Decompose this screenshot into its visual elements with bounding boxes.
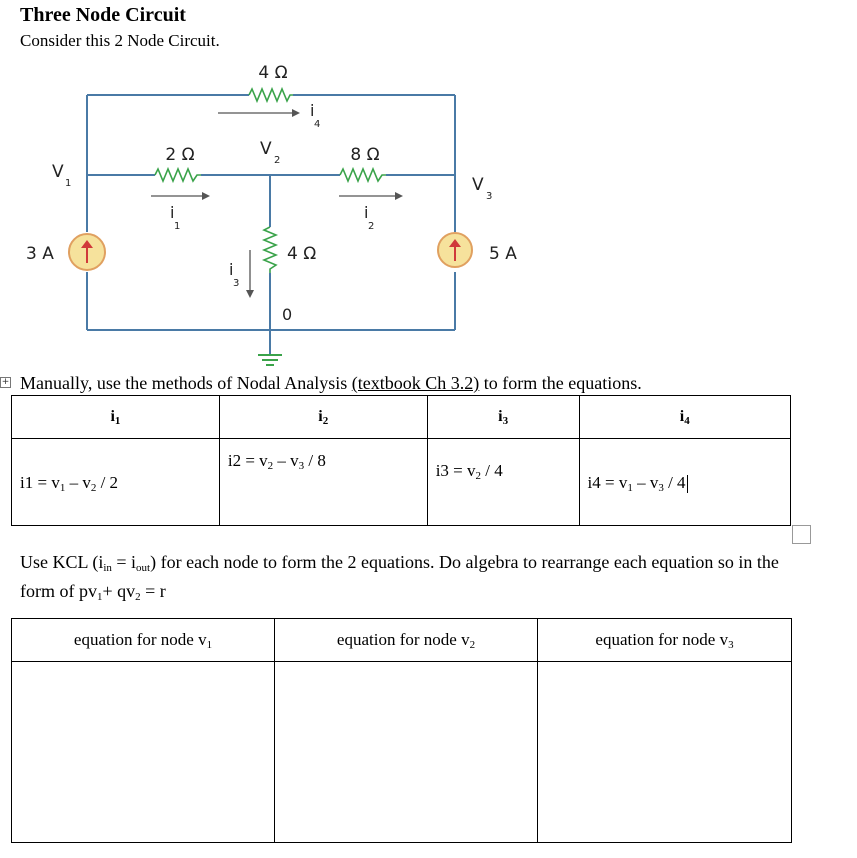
cell-i1[interactable]: $i1 = v_1 - v_2 / 2$ xyxy=(12,439,220,526)
source-right-label: 5 A xyxy=(489,244,517,264)
equation-cell-v1[interactable] xyxy=(12,662,275,843)
source-left-label: 3 A xyxy=(26,244,54,264)
ground-icon xyxy=(258,355,282,365)
equation-cell-v2[interactable] xyxy=(275,662,538,843)
equation-cell-v3[interactable] xyxy=(538,662,792,843)
ground-node-label: 0 xyxy=(282,305,293,324)
resistor-left-label: 2 Ω xyxy=(165,145,195,165)
current-source-left xyxy=(69,234,105,270)
current-i3-label: i xyxy=(229,260,234,279)
currents-header-row xyxy=(12,396,791,439)
current-i4-sub: 4 xyxy=(314,119,321,130)
currents-values-row xyxy=(12,439,791,526)
header-i1: $i_1$ xyxy=(12,396,220,439)
resistor-middle-label: 4 Ω xyxy=(287,244,317,264)
equations-header-row xyxy=(12,619,792,662)
text-cursor xyxy=(687,475,688,493)
current-i1-label: i xyxy=(170,203,175,222)
resistor-right xyxy=(340,169,386,181)
arrow-i3-icon xyxy=(246,250,254,298)
current-i3-sub: 3 xyxy=(233,278,240,289)
node-v3-label: V xyxy=(472,175,484,195)
header-node-v1: equation for node $v_1$ xyxy=(12,619,275,662)
table-resize-handle[interactable] xyxy=(792,525,811,544)
resistor-middle xyxy=(264,227,276,273)
current-source-right xyxy=(438,233,472,267)
arrow-i2-icon xyxy=(339,192,403,200)
node-v1-sub: 1 xyxy=(65,178,72,189)
header-node-v2: equation for node $v_2$ xyxy=(275,619,538,662)
resistor-top-label: 4 Ω xyxy=(258,63,288,83)
instructions-text: Manually, use the methods of Nodal Analysis (textbook Ch 3.2) to form the equations. xyxy=(20,373,642,393)
header-i2: $i_2$ xyxy=(219,396,427,439)
resistor-left xyxy=(155,169,201,181)
equations-input-row xyxy=(12,662,792,843)
equations-table xyxy=(11,618,792,843)
circuit-diagram xyxy=(0,0,857,372)
resistor-top xyxy=(249,89,293,101)
node-v2-label: V xyxy=(260,139,272,159)
current-i2-label: i xyxy=(364,203,369,222)
cell-i4[interactable]: $i4 = v_1 - v_3 / 4$ xyxy=(579,439,790,526)
circuit-wires xyxy=(87,95,455,355)
table-move-handle-icon[interactable]: + xyxy=(1,377,10,387)
node-v3-sub: 3 xyxy=(486,191,493,202)
arrow-i1-icon xyxy=(151,192,210,200)
resistor-right-label: 8 Ω xyxy=(350,145,380,165)
cell-i3[interactable]: $i3 = v_2 / 4$ xyxy=(427,439,579,526)
arrow-i4-icon xyxy=(218,109,300,117)
header-node-v3: equation for node $v_3$ xyxy=(538,619,792,662)
currents-table xyxy=(11,395,791,526)
node-v2-sub: 2 xyxy=(274,155,281,166)
page-subtitle: Consider this 2 Node Circuit. xyxy=(20,31,220,50)
kcl-instructions: Use KCL $(i_{in} = i_{out})$ for each node to form the 2 equations. Do algebra to rearrange each equation so in the form of $pv_1+ qv_2 = r$ xyxy=(20,552,779,603)
current-i4-label: i xyxy=(310,101,315,120)
current-i2-sub: 2 xyxy=(368,221,375,232)
header-i3: $i_3$ xyxy=(427,396,579,439)
current-i1-sub: 1 xyxy=(174,221,181,232)
page-title: Three Node Circuit xyxy=(20,4,186,26)
header-i4: $i_4$ xyxy=(579,396,790,439)
node-v1-label: V xyxy=(52,162,64,182)
cell-i2[interactable]: $i2 = v_2 - v_3 / 8$ xyxy=(219,439,427,526)
